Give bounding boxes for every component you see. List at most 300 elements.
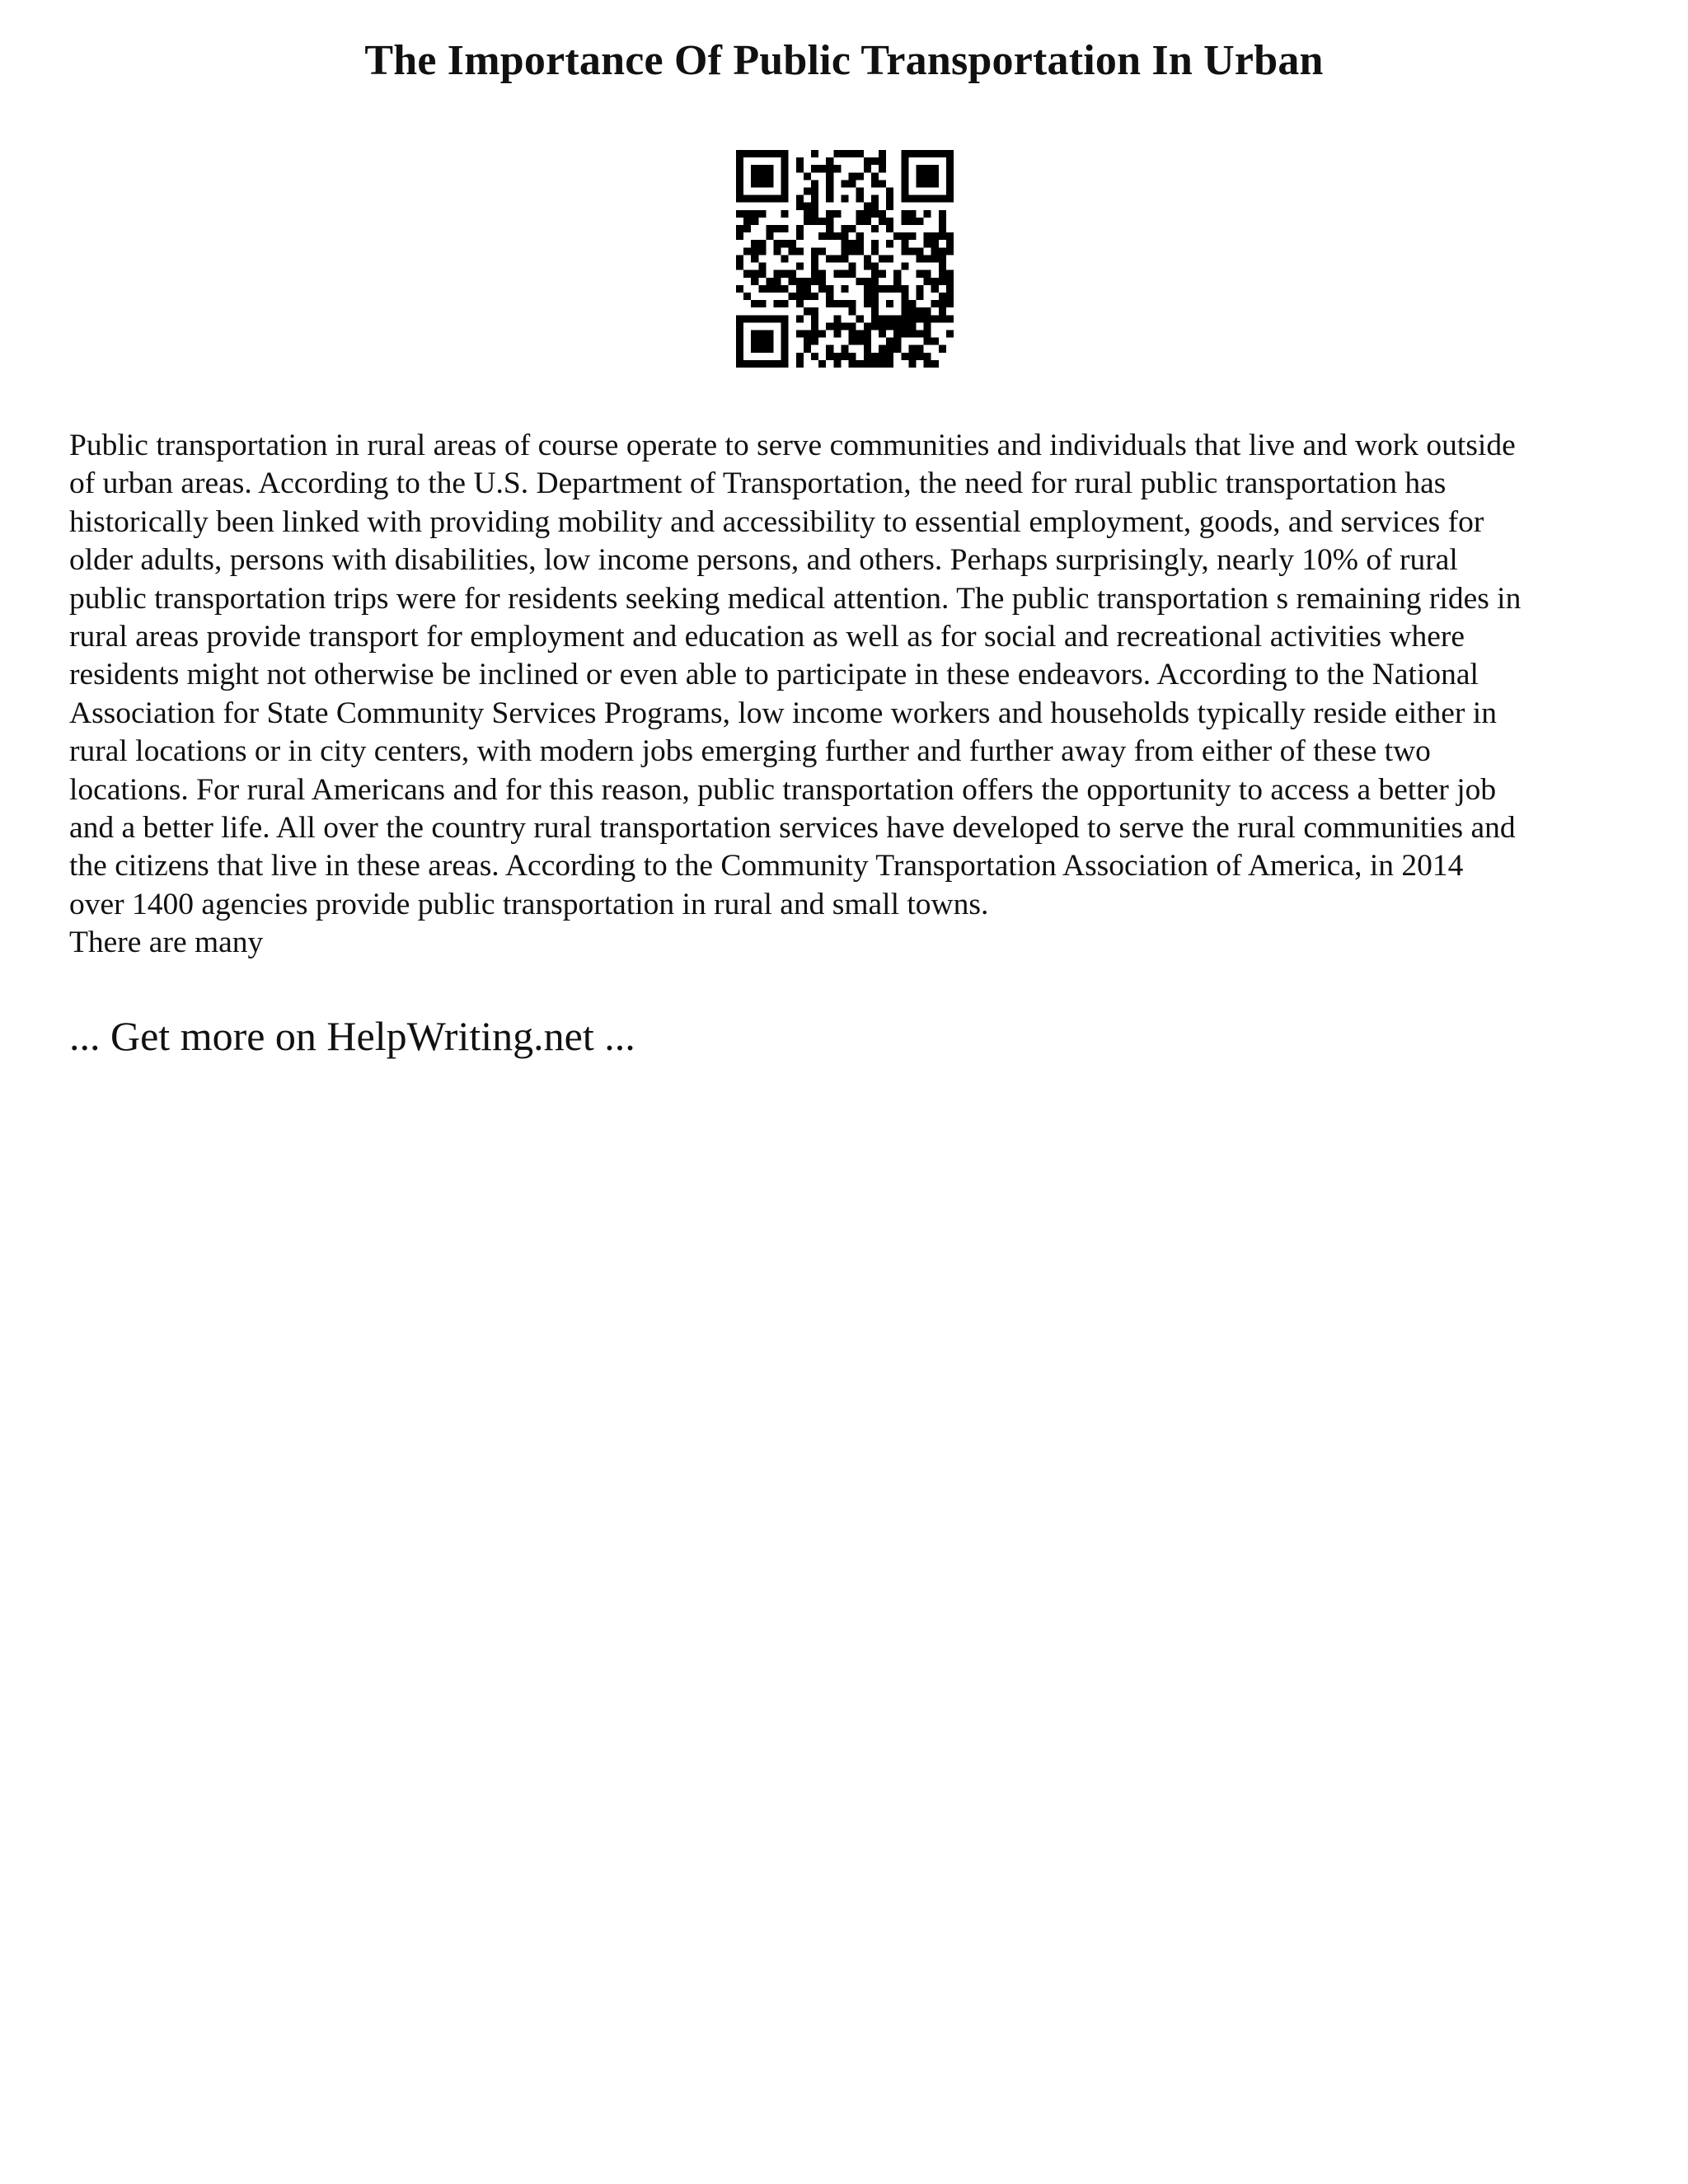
qr-module: [811, 180, 818, 187]
qr-module: [751, 150, 758, 157]
qr-module: [796, 285, 804, 293]
qr-module: [781, 322, 789, 330]
qr-module: [939, 300, 946, 307]
qr-module: [849, 225, 856, 232]
qr-module: [901, 218, 908, 225]
qr-module: [736, 263, 743, 270]
qr-module: [781, 240, 789, 247]
qr-module: [871, 203, 879, 210]
qr-module: [939, 307, 946, 315]
qr-module: [908, 150, 916, 157]
qr-module: [774, 278, 781, 285]
qr-module: [758, 195, 766, 203]
qr-module: [916, 315, 923, 322]
qr-module: [751, 240, 758, 247]
qr-module: [916, 330, 923, 337]
qr-module: [879, 270, 886, 278]
qr-module: [901, 240, 908, 247]
qr-module: [908, 353, 916, 360]
get-more-link[interactable]: ... Get more on HelpWriting.net ...: [69, 1013, 635, 1059]
qr-module: [864, 353, 871, 360]
qr-module: [736, 188, 743, 195]
qr-module: [781, 285, 789, 293]
qr-module: [833, 150, 841, 157]
qr-module: [879, 150, 886, 157]
qr-module: [864, 293, 871, 300]
body-line: locations. For rural Americans and for this reason, public transportation offers the opportunity to access a better job: [69, 772, 1497, 807]
qr-module: [946, 293, 954, 300]
qr-module: [804, 307, 811, 315]
qr-module: [864, 338, 871, 345]
qr-module: [736, 210, 743, 218]
qr-module: [758, 210, 766, 218]
qr-module: [751, 165, 758, 172]
qr-module: [811, 218, 818, 225]
qr-module: [736, 353, 743, 360]
qr-module: [758, 247, 766, 255]
qr-module: [833, 232, 841, 240]
qr-module: [924, 353, 931, 360]
qr-module: [946, 285, 954, 293]
qr-module: [871, 307, 879, 315]
qr-module: [871, 315, 879, 322]
qr-module: [849, 172, 856, 180]
qr-module: [893, 315, 901, 322]
qr-module: [804, 218, 811, 225]
qr-module: [841, 285, 848, 293]
qr-module: [916, 150, 923, 157]
qr-module: [796, 330, 804, 337]
qr-module: [893, 322, 901, 330]
qr-module: [736, 225, 743, 232]
qr-module: [856, 338, 864, 345]
qr-module: [856, 218, 864, 225]
qr-module: [924, 195, 931, 203]
qr-module: [886, 300, 893, 307]
qr-module: [856, 188, 864, 195]
qr-module: [946, 172, 954, 180]
qr-module: [751, 338, 758, 345]
qr-module: [879, 165, 886, 172]
qr-module: [856, 330, 864, 337]
qr-module: [781, 345, 789, 353]
body-line: rural locations or in city centers, with modern jobs emerging further and further away from either of these two: [69, 734, 1431, 769]
qr-module: [766, 195, 773, 203]
document-body: [69, 427, 1635, 963]
qr-module: [879, 218, 886, 225]
qr-module: [893, 278, 901, 285]
qr-module: [924, 307, 931, 315]
qr-module: [849, 263, 856, 270]
qr-module: [796, 278, 804, 285]
qr-module: [946, 150, 954, 157]
qr-module: [796, 315, 804, 322]
qr-module: [864, 210, 871, 218]
qr-module: [871, 225, 879, 232]
qr-module: [856, 232, 864, 240]
qr-module: [871, 210, 879, 218]
qr-module: [833, 322, 841, 330]
qr-module: [879, 255, 886, 262]
qr-module: [804, 345, 811, 353]
qr-module: [736, 330, 743, 337]
qr-module: [804, 338, 811, 345]
qr-module: [849, 353, 856, 360]
qr-module: [736, 338, 743, 345]
qr-module: [804, 330, 811, 337]
qr-module: [901, 322, 908, 330]
qr-module: [841, 247, 848, 255]
qr-module: [781, 338, 789, 345]
qr-module: [946, 232, 954, 240]
qr-module: [879, 210, 886, 218]
qr-module: [864, 218, 871, 225]
qr-module: [946, 330, 954, 337]
qr-module: [841, 255, 848, 262]
qr-module: [879, 322, 886, 330]
qr-module: [871, 278, 879, 285]
qr-module: [849, 150, 856, 157]
qr-module: [849, 247, 856, 255]
body-line: Association for State Community Services Programs, low income workers and households typically reside either in: [69, 696, 1497, 730]
body-line: public transportation trips were for residents seeking medical attention. The public transportation s remaining rides in: [69, 581, 1522, 616]
qr-module: [826, 285, 833, 293]
qr-module: [818, 247, 826, 255]
qr-module: [758, 150, 766, 157]
qr-module: [811, 195, 818, 203]
qr-module: [939, 345, 946, 353]
qr-module: [826, 195, 833, 203]
qr-module: [901, 263, 908, 270]
qr-module: [864, 263, 871, 270]
qr-module: [946, 247, 954, 255]
qr-module: [743, 247, 751, 255]
qr-module: [796, 353, 804, 360]
qr-module: [826, 210, 833, 218]
qr-module: [849, 270, 856, 278]
qr-module: [766, 330, 773, 337]
qr-module: [751, 218, 758, 225]
qr-module: [811, 330, 818, 337]
qr-module: [826, 165, 833, 172]
qr-module: [901, 232, 908, 240]
qr-module: [931, 360, 939, 368]
qr-module: [931, 172, 939, 180]
qr-module: [901, 315, 908, 322]
qr-module: [751, 345, 758, 353]
qr-module: [939, 195, 946, 203]
qr-module: [939, 270, 946, 278]
qr-module: [856, 315, 864, 322]
qr-module: [908, 360, 916, 368]
qr-module: [766, 165, 773, 172]
qr-module: [826, 293, 833, 300]
qr-module: [758, 270, 766, 278]
qr-module: [833, 270, 841, 278]
qr-module: [833, 360, 841, 368]
qr-module: [849, 180, 856, 187]
qr-module: [818, 270, 826, 278]
qr-module: [864, 203, 871, 210]
qr-module: [864, 300, 871, 307]
qr-module: [924, 165, 931, 172]
qr-module: [736, 322, 743, 330]
qr-module: [871, 353, 879, 360]
qr-module: [833, 210, 841, 218]
qr-module: [871, 285, 879, 293]
qr-module: [796, 203, 804, 210]
qr-module: [826, 157, 833, 165]
qr-module: [841, 180, 848, 187]
qr-module: [796, 300, 804, 307]
body-line: the citizens that live in these areas. According to the Community Transportation Association of America, in 2014: [69, 849, 1464, 883]
qr-module: [916, 195, 923, 203]
qr-module: [879, 180, 886, 187]
qr-module: [908, 322, 916, 330]
qr-module: [924, 330, 931, 337]
qr-module: [849, 300, 856, 307]
qr-module: [826, 322, 833, 330]
qr-module: [939, 263, 946, 270]
qr-module: [939, 255, 946, 262]
qr-code-icon: [736, 150, 954, 368]
qr-module: [781, 315, 789, 322]
qr-module: [856, 210, 864, 218]
qr-module: [916, 353, 923, 360]
qr-module: [864, 165, 871, 172]
qr-module: [871, 195, 879, 203]
qr-module: [849, 240, 856, 247]
qr-module: [864, 285, 871, 293]
body-line: There are many: [69, 926, 264, 960]
qr-module: [743, 210, 751, 218]
qr-module: [931, 180, 939, 187]
qr-module: [758, 180, 766, 187]
qr-module: [879, 353, 886, 360]
qr-module: [901, 285, 908, 293]
qr-module: [924, 255, 931, 262]
qr-module: [766, 338, 773, 345]
qr-module: [833, 330, 841, 337]
qr-module: [796, 232, 804, 240]
qr-module: [751, 180, 758, 187]
qr-module: [736, 195, 743, 203]
qr-module: [916, 172, 923, 180]
qr-module: [916, 218, 923, 225]
qr-module: [856, 150, 864, 157]
qr-module: [781, 150, 789, 157]
qr-module: [833, 315, 841, 322]
qr-module: [879, 315, 886, 322]
qr-module: [811, 338, 818, 345]
qr-module: [946, 180, 954, 187]
qr-module: [856, 240, 864, 247]
qr-module: [751, 172, 758, 180]
qr-module: [886, 345, 893, 353]
qr-module: [856, 195, 864, 203]
qr-module: [796, 225, 804, 232]
qr-module: [924, 278, 931, 285]
qr-module: [826, 232, 833, 240]
qr-module: [818, 232, 826, 240]
qr-module: [736, 150, 743, 157]
qr-module: [849, 307, 856, 315]
qr-module: [931, 315, 939, 322]
qr-module: [781, 255, 789, 262]
qr-module: [924, 270, 931, 278]
qr-module: [924, 322, 931, 330]
qr-module: [893, 338, 901, 345]
qr-module: [743, 270, 751, 278]
qr-module: [931, 247, 939, 255]
qr-module: [931, 150, 939, 157]
qr-module: [841, 240, 848, 247]
qr-module: [946, 315, 954, 322]
qr-module: [758, 240, 766, 247]
qr-module: [886, 353, 893, 360]
document-title: The Importance Of Public Transportation In Urban: [364, 37, 1324, 84]
qr-module: [901, 172, 908, 180]
qr-module: [804, 203, 811, 210]
qr-module: [804, 285, 811, 293]
qr-module: [758, 285, 766, 293]
qr-module: [789, 240, 796, 247]
qr-module: [901, 188, 908, 195]
qr-module: [886, 322, 893, 330]
qr-module: [879, 345, 886, 353]
qr-module: [908, 218, 916, 225]
qr-module: [924, 315, 931, 322]
qr-module: [908, 210, 916, 218]
body-line: over 1400 agencies provide public transportation in rural and small towns.: [69, 887, 989, 921]
qr-module: [796, 293, 804, 300]
qr-module: [916, 285, 923, 293]
qr-module: [924, 360, 931, 368]
qr-module: [901, 307, 908, 315]
qr-module: [743, 195, 751, 203]
qr-module: [864, 255, 871, 262]
qr-module: [818, 285, 826, 293]
qr-module: [908, 195, 916, 203]
qr-module: [939, 232, 946, 240]
qr-module: [811, 203, 818, 210]
qr-module: [856, 247, 864, 255]
qr-module: [946, 188, 954, 195]
qr-module: [931, 165, 939, 172]
qr-module: [833, 255, 841, 262]
qr-module: [766, 345, 773, 353]
qr-module: [931, 285, 939, 293]
qr-module: [811, 353, 818, 360]
qr-module: [736, 360, 743, 368]
qr-module: [931, 240, 939, 247]
qr-module: [931, 300, 939, 307]
qr-module: [893, 330, 901, 337]
qr-module: [826, 255, 833, 262]
qr-module: [751, 300, 758, 307]
qr-module: [774, 285, 781, 293]
qr-module: [758, 360, 766, 368]
qr-module: [849, 360, 856, 368]
qr-module: [908, 232, 916, 240]
qr-module: [864, 345, 871, 353]
qr-module: [743, 315, 751, 322]
qr-module: [841, 195, 848, 203]
qr-module: [781, 210, 789, 218]
qr-module: [758, 315, 766, 322]
qr-module: [818, 330, 826, 337]
qr-module: [886, 195, 893, 203]
qr-module: [841, 345, 848, 353]
qr-module: [946, 240, 954, 247]
qr-module: [849, 322, 856, 330]
qr-module: [841, 353, 848, 360]
qr-module: [841, 150, 848, 157]
qr-module: [751, 247, 758, 255]
qr-module: [939, 150, 946, 157]
qr-module: [901, 353, 908, 360]
qr-module: [841, 300, 848, 307]
qr-module: [901, 293, 908, 300]
qr-module: [826, 225, 833, 232]
qr-module: [781, 270, 789, 278]
qr-module: [758, 338, 766, 345]
body-line: historically been linked with providing mobility and accessibility to essential employment, goods, and services for: [69, 504, 1484, 539]
qr-module: [743, 360, 751, 368]
qr-module: [781, 165, 789, 172]
qr-module: [736, 232, 743, 240]
qr-module: [931, 195, 939, 203]
qr-module: [766, 360, 773, 368]
qr-module: [774, 195, 781, 203]
qr-module: [864, 330, 871, 337]
qr-module: [781, 360, 789, 368]
qr-module: [796, 157, 804, 165]
qr-module: [924, 150, 931, 157]
body-line: of urban areas. According to the U.S. Department of Transportation, the need for rural public transportation has: [69, 466, 1447, 501]
qr-module: [908, 330, 916, 337]
qr-module: [789, 247, 796, 255]
qr-module: [924, 338, 931, 345]
qr-module: [931, 338, 939, 345]
qr-module: [758, 263, 766, 270]
qr-module: [804, 278, 811, 285]
qr-module: [864, 157, 871, 165]
qr-module: [901, 210, 908, 218]
qr-module: [871, 240, 879, 247]
body-line: older adults, persons with disabilities, low income persons, and others. Perhaps surprisingly, nearly 10% of rural: [69, 543, 1458, 578]
qr-module: [879, 157, 886, 165]
qr-module: [879, 285, 886, 293]
qr-module: [886, 360, 893, 368]
qr-module: [781, 225, 789, 232]
qr-module: [781, 353, 789, 360]
qr-module: [811, 270, 818, 278]
qr-module: [818, 218, 826, 225]
qr-module: [766, 180, 773, 187]
qr-module: [856, 360, 864, 368]
qr-module: [751, 330, 758, 337]
qr-module: [826, 300, 833, 307]
qr-module: [766, 315, 773, 322]
qr-module: [939, 315, 946, 322]
qr-module: [871, 360, 879, 368]
qr-module: [924, 180, 931, 187]
qr-module: [841, 322, 848, 330]
qr-module: [841, 225, 848, 232]
qr-module: [871, 270, 879, 278]
qr-module: [736, 285, 743, 293]
